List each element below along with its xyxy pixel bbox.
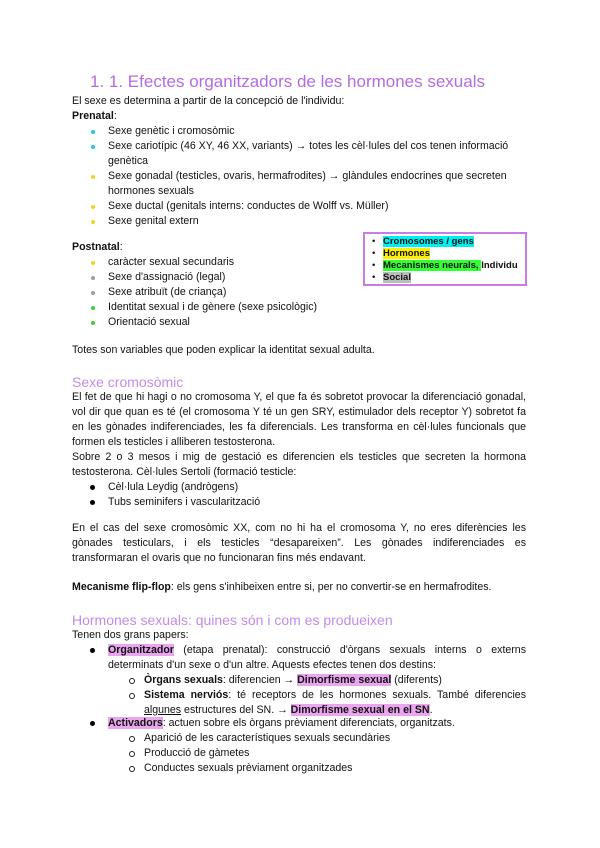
list-item: Identitat sexual i de gènere (sexe psicològic) — [72, 300, 362, 315]
legend-label: Mecanismes neurals, — [383, 260, 482, 271]
legend-item — [369, 236, 521, 248]
page-title: 1. 1. Efectes organitzadors de les hormones sexuals — [90, 72, 485, 91]
organitzador-text: (etapa prenatal): construcció d'òrgans sexuals interns o externs determinats d'un sexe o d'un altre. Aquests efectes tenen dos destins: — [108, 644, 526, 671]
paragraph: Sobre 2 o 3 mesos i mig de gestació es diferencien els testicles que secreten la hormona testosterona. Cèl·lules Sertoli (formació testicle: — [72, 451, 526, 478]
subtext: (diferents) — [391, 674, 442, 686]
section-heading: Hormones sexuals: quines són i com es produeixen — [72, 612, 393, 628]
prenatal-block: Prenatal: Sexe genètic i cromosòmic Sexe cariotípic (46 XY, 46 XX, variants) → totes les cèl·lules del cos tenen informació genètica Sexe gonadal (testicles, ovaris, hermafrodites) → glàndules endocrines que secreten hormones sexuals Sexe ductal (genitals interns: conductes de Wolff vs. Müller) Sexe genital extern — [72, 109, 526, 229]
activadors-label: Activadors — [108, 717, 163, 729]
list-item — [72, 688, 526, 718]
sublabel: Òrgans sexuals — [144, 674, 223, 686]
list-item: Sexe gonadal (testicles, ovaris, hermafrodites) → glàndules endocrines que secreten hormones sexuals — [72, 169, 526, 199]
list-item: Sexe ductal (genitals interns: conductes de Wolff vs. Müller) — [72, 199, 526, 214]
prenatal-list — [72, 124, 526, 229]
list-item: Tubs seminifers i vascularització — [72, 495, 526, 510]
list-item: Sexe genètic i cromosòmic — [72, 124, 526, 139]
postnatal-block: Postnatal: caràcter sexual secundaris Sexe d'assignació (legal) Sexe atribuït (de criança) Identitat sexual i de gènere (sexe psicològic) Orientació sexual — [72, 240, 362, 330]
section-heading: Sexe cromosòmic — [72, 374, 184, 390]
paragraph: El fet de que hi hagi o no cromosoma Y, el que fa és sobretot provocar la diferenciació gonadal, vol dir que quan es té (el cromosoma Y té un gen SRY, estimulador dels receptor Y) sobretot fa en les gònades indiferenciades, les fa diferencials. Les transforma en cèl·lules funcionals que formen els testicles i alliberen testosterona. — [72, 391, 526, 448]
list-item: Sexe genital extern — [72, 214, 526, 229]
legend-item — [369, 272, 521, 284]
list-item — [72, 643, 526, 673]
cells-list — [72, 480, 526, 510]
underlined-text: algunes — [144, 704, 182, 716]
intro-text: El sexe es determina a partir de la concepció de l'individu: — [72, 95, 345, 107]
list-item: Sexe atribuït (de criança) — [72, 285, 362, 300]
color-legend-box — [363, 232, 527, 286]
flipflop-desc: : els gens s'inhibeixen entre si, per no convertir-se en hermafrodites. — [170, 581, 492, 593]
legend-item — [369, 260, 521, 272]
legend-extra: Individu — [481, 260, 518, 271]
postnatal-list — [72, 255, 362, 330]
legend-item — [369, 248, 521, 260]
legend-label: Social — [383, 272, 411, 283]
organitzador-sublist — [72, 673, 526, 718]
list-item: caràcter sexual secundaris — [72, 255, 362, 270]
highlight: Dimorfisme sexual en el SN — [290, 704, 430, 716]
sublabel: Sistema nerviós — [144, 689, 229, 701]
list-item — [72, 673, 526, 688]
highlight: Dimorfisme sexual — [297, 674, 392, 686]
list-item: Cèl·lula Leydig (andrògens) — [72, 480, 526, 495]
prenatal-heading: Prenatal — [72, 110, 114, 122]
list-item: Conductes sexuals prèviament organitzades — [72, 761, 526, 776]
subtext: : diferencien → — [222, 674, 298, 686]
postnatal-heading: Postnatal — [72, 241, 120, 253]
flipflop-text — [72, 580, 526, 595]
list-item: Aparició de les característiques sexuals secundàries — [72, 731, 526, 746]
list-item: Producció de gàmetes — [72, 746, 526, 761]
legend-label: Cromosomes / gens — [383, 236, 474, 247]
subtext: : té receptors de les hormones sexuals. També diferencies — [228, 689, 526, 701]
organitzador-label: Organitzador — [108, 644, 174, 656]
list-item: Orientació sexual — [72, 315, 362, 330]
subtext: . — [429, 704, 433, 716]
paragraph: Tenen dos grans papers: — [72, 629, 189, 641]
list-item — [72, 716, 526, 731]
subtext: estructures del SN. → — [181, 704, 291, 716]
activadors-text: : actuen sobre els òrgans prèviament diferenciats, organitzats. — [162, 717, 455, 729]
list-item: Sexe cariotípic (46 XY, 46 XX, variants) → totes les cèl·lules del cos tenen informació genètica — [72, 139, 526, 169]
activadors-list — [72, 716, 526, 776]
flipflop-label: Mecanisme flip-flop — [72, 581, 171, 593]
legend-label: Hormones — [383, 248, 430, 259]
list-item: Sexe d'assignació (legal) — [72, 270, 362, 285]
paragraph: En el cas del sexe cromosòmic XX, com no hi ha el cromosoma Y, no eres diferències les gònades testiculars, i els testicles “desapareixen”. Les gònades indiferenciades es transformaran el ovaris que no funcionaran fins més endavant. — [72, 522, 526, 564]
roles-list — [72, 643, 526, 673]
variables-text: Totes son variables que poden explicar la identitat sexual adulta. — [72, 344, 375, 356]
